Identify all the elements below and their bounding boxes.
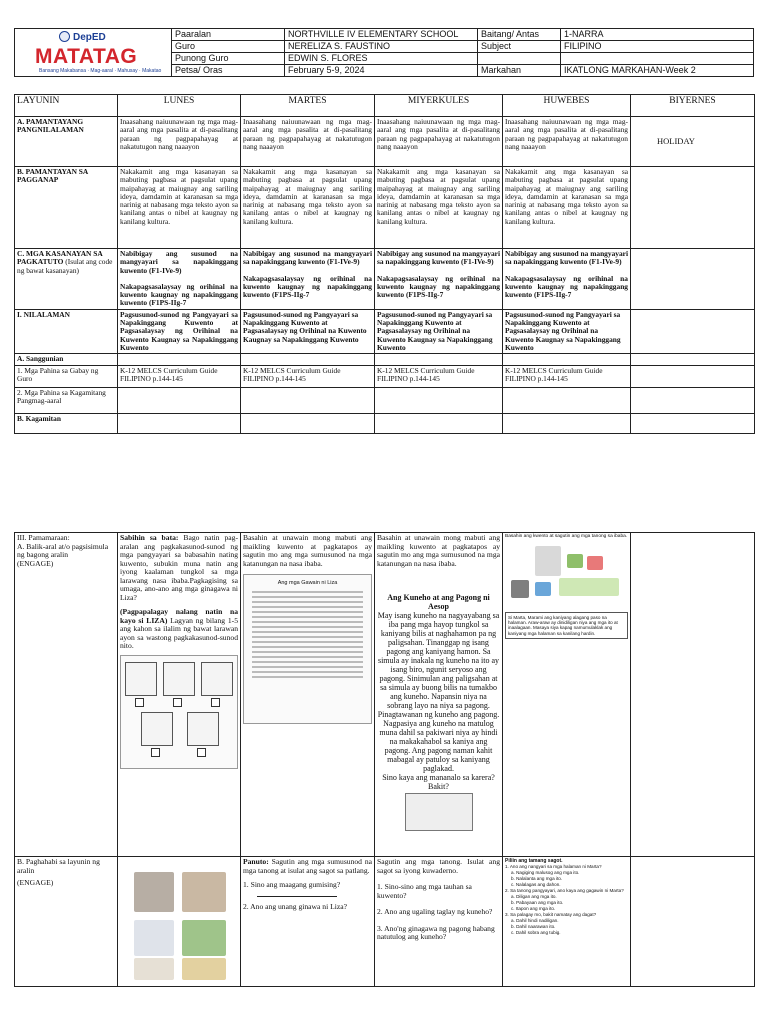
engage-label: (ENGAGE) bbox=[17, 558, 54, 568]
logo-tagline: Bansang Makabansa · Mag-aaral · Mahusay · Makatao bbox=[39, 68, 162, 74]
quiz-option[interactable]: a. Diligan ang mga ito. bbox=[511, 894, 557, 899]
empty-cell bbox=[118, 354, 241, 365]
header-value: February 5-9, 2024 bbox=[285, 65, 478, 77]
competency-2: Nakapagsasalaysay ng orihinal na kuwento kaugnay ng napakinggang kuwento (F1PS-IIg-7 bbox=[120, 281, 238, 308]
quiz-option[interactable]: a. Nagiging malusog ang mga ito. bbox=[511, 870, 580, 875]
header-label: Guro bbox=[172, 41, 285, 53]
quiz-option[interactable]: b. Dahil naarawan ito. bbox=[511, 924, 556, 929]
story-box bbox=[505, 612, 628, 640]
story-text: May isang kuneho na nagyayabang sa iba pang mga hayop tungkol sa kaniyang bilis at naghahamon pa ng paligsahan. Tinanggap ng isang pagong ang kaniyang hamon. Sa simula ay inakala ng kuneho na ito ay isang biro, ngunit seryoso ang pagong. Sinimulan ang paligsahan at sa simula ay buong bilis na tumakbo ang kuneho. Napansin niya na sobrang layo na niya sa pagong. Pinagtawanan ng kuneho ang pagong. Nagpasiya ang kuneho na matulog muna dahil sa pakiwari niya ay hindi na makakahabol sa kaniya ang pagong. Ang pagong naman kahit mabagal ay patuloy sa kaniyang paglakad. bbox=[377, 611, 500, 773]
competency-1: Nabibigay ang susunod na mangyayari sa napakinggang kuwento (F1-IVe-9) bbox=[505, 249, 628, 267]
question-2: 2. Ano ang unang ginawa ni Liza? bbox=[243, 901, 347, 911]
picture-1 bbox=[125, 662, 157, 696]
question-1: 1. Sino-sino ang mga tauhan sa kuwento? bbox=[377, 882, 472, 900]
pamamaraan-title: III. Pamamaraan: bbox=[17, 533, 70, 542]
logo-matatag: MATATAG bbox=[35, 45, 138, 68]
cell-tuesday-questions bbox=[241, 857, 375, 987]
header-label: Petsa/ Oras bbox=[172, 65, 285, 77]
quiz-option[interactable]: c. Dahil sobra ang tubig. bbox=[511, 930, 561, 935]
cell-text: Inaasahang naiuunawaan ng mga mag-aaral ang mga pasalita at di-pasalitang paraan ng pagpapahayag at nakatutugon nang naaayon bbox=[241, 117, 375, 167]
row-label-paghahabi bbox=[15, 857, 118, 987]
instruction-text: Bago natin pag-aralan ang pagkakasunod-sunod ng mga pangyayari sa babasahin nating kuwento, subukin muna natin ang iyong kaalaman tungkol sa mga larawang nasa ibaba.Pagkagising sa umaga, ano-ano ang mga ginagawa ni Liza? bbox=[120, 533, 238, 602]
holiday-cell: HOLIDAY bbox=[631, 117, 755, 167]
instruction-text: Sagutin ang mga tanong. Isulat ang sagot sa iyong kuwaderno. bbox=[377, 857, 500, 875]
empty-cell bbox=[631, 857, 755, 987]
logo-deped: DepED bbox=[73, 32, 106, 43]
empty-cell bbox=[631, 167, 755, 249]
cell-nilalaman: Pagsusunod-sunod ng Pangyayari sa Napakinggang Kuwento at Pagsasalaysay ng Orihinal na Kuwento Kaugnay sa Napakinggang Kuwento bbox=[241, 309, 375, 353]
instruction-lead: Sabihin sa bata: bbox=[120, 533, 179, 542]
empty-cell bbox=[503, 354, 631, 365]
girl-figure bbox=[535, 546, 561, 576]
row-label-kagamitang-pangmag-aaral: 2. Mga Pahina sa Kagamitang Pangmag-aaral bbox=[15, 387, 118, 413]
worksheet-title: Ang mga Gawain ni Liza bbox=[277, 580, 338, 586]
cell-reference: K-12 MELCS Curriculum Guide FILIPINO p.144-145 bbox=[118, 365, 241, 387]
header-label: Punong Guro bbox=[172, 53, 285, 65]
empty-cell bbox=[631, 309, 755, 353]
lesson-plan-table-objectives bbox=[14, 94, 755, 434]
flower-figure bbox=[587, 556, 603, 570]
row-label-kasanayan bbox=[15, 249, 118, 310]
header-value: EDWIN S. FLORES bbox=[285, 53, 478, 65]
header-value: NORTHVILLE IV ELEMENTARY SCHOOL bbox=[285, 29, 478, 41]
worksheet-caption: Basahin ang kwento at sagutin ang mga tanong sa ibaba. bbox=[505, 534, 628, 539]
quiz-option[interactable]: b. Nalalanta ang mga ito. bbox=[511, 876, 563, 881]
instruction-text: Basahin at unawain mong mabuti ang maikling kuwento at pagkatapos ay sagutin mo ang mga sumusunod na mga katanungan na nasa ibaba. bbox=[377, 533, 500, 568]
grass-figure bbox=[559, 578, 619, 596]
quiz-option[interactable]: b. Pabayaan ang mga ito. bbox=[511, 900, 564, 905]
row-label-gabay-ng-guro: 1. Mga Pahina sa Gabay ng Guro bbox=[15, 365, 118, 387]
kasanayan-sub: (Isulat ang code ng bawat kasanayan) bbox=[17, 257, 113, 275]
cell-reference: K-12 MELCS Curriculum Guide FILIPINO p.144-145 bbox=[241, 365, 375, 387]
instruction-text: Sagutin ang mga sumusunod na mga tanong at isulat ang sagot sa patlang. bbox=[243, 857, 372, 875]
empty-cell bbox=[503, 387, 631, 413]
header-label: Baitang/ Antas bbox=[478, 29, 561, 41]
header-value bbox=[561, 53, 754, 65]
row-label-pamantayang-pangnilalaman: A. PAMANTAYANG PANGNILALAMAN bbox=[15, 117, 118, 167]
cell-text: Nakakamit ang mga kasanayan sa mabuting pagbasa at pagsulat upang maipahayag at maiugnay ang sariling ideya, damdamin at karanasan sa mga narinig at nabasang mga teksto ayon sa kanilang antas o nibel at kaugnay ng kanilang kultura. bbox=[241, 167, 375, 249]
empty-cell bbox=[503, 413, 631, 433]
question-3: 3. Ano'ng ginagawa ng pagong habang natutulog ang kuneho? bbox=[377, 923, 495, 941]
empty-cell bbox=[241, 354, 375, 365]
cell-competency bbox=[241, 249, 375, 310]
liza-story-worksheet bbox=[243, 574, 372, 724]
deped-seal-icon bbox=[59, 31, 70, 42]
cell-text: Inaasahang naiuunawaan ng mga mag-aaral ang mga pasalita at di-pasalitang paraan ng pagpapahayag at nakatutugon nang naaayon bbox=[375, 117, 503, 167]
cell-competency bbox=[503, 249, 631, 310]
question-2: 2. Ano ang ugaling taglay ng kuneho? bbox=[377, 907, 493, 916]
quiz-question: 3. Sa palagay mo, bakit namatay ang dagat? bbox=[505, 912, 597, 917]
empty-cell bbox=[631, 387, 755, 413]
paghahabi-label: B. Paghahabi sa layunin ng aralin bbox=[17, 857, 100, 875]
photo-cartoon-b bbox=[182, 920, 226, 956]
cell-competency bbox=[375, 249, 503, 310]
photo-cartoon-a bbox=[134, 920, 174, 956]
header-label: Paaralan bbox=[172, 29, 285, 41]
empty-cell bbox=[375, 387, 503, 413]
number-box[interactable] bbox=[135, 698, 144, 707]
question-1: 1. Sino ang maagang gumising? bbox=[243, 880, 341, 889]
photo-cartoon-d bbox=[182, 958, 226, 980]
cell-reference: K-12 MELCS Curriculum Guide FILIPINO p.144-145 bbox=[503, 365, 631, 387]
engage-label: (ENGAGE) bbox=[17, 878, 54, 887]
header-value: FILIPINO bbox=[561, 41, 754, 53]
watering-can-figure bbox=[535, 582, 551, 596]
cell-nilalaman: Pagsusunod-sunod ng Pangyayari sa Napakinggang Kuwento at Pagsasalaysay ng Orihinal na Kuwento Kaugnay sa Napakinggang Kuwento bbox=[118, 309, 241, 353]
photo-cartoon-c bbox=[134, 958, 174, 980]
instruction-text: Lagyan ng bilang 1-5 ang kahon sa ilalim ng bawat larawan ayon sa wastong pagkakasunod-sunod nito. bbox=[120, 615, 239, 650]
empty-cell bbox=[375, 413, 503, 433]
cell-text: Inaasahang naiuunawaan ng mga mag-aaral ang mga pasalita at di-pasalitang paraan ng pagpapahayag at nakatutugon nang naaayon bbox=[118, 117, 241, 167]
number-box[interactable] bbox=[197, 748, 206, 757]
picture-4 bbox=[141, 712, 173, 746]
number-box[interactable] bbox=[173, 698, 182, 707]
competency-2: Nakapagsasalaysay ng orihinal na kuwento kaugnay ng napakinggang kuwento (F1PS-IIg-7 bbox=[505, 273, 628, 300]
cell-tuesday-engage bbox=[241, 533, 375, 857]
instruction-emphasis: (Pagpapalagay nalang natin na kayo si LIZA) bbox=[120, 607, 238, 625]
sequence-pictures-worksheet bbox=[120, 655, 238, 769]
col-header-layunin: LAYUNIN bbox=[15, 95, 118, 117]
empty-cell bbox=[631, 354, 755, 365]
quiz-option[interactable]: a. Dahil hindi nadiligan. bbox=[511, 918, 559, 923]
col-header-biyernes: BIYERNES bbox=[631, 95, 755, 117]
number-box[interactable] bbox=[151, 748, 160, 757]
plant-figure bbox=[567, 554, 583, 568]
col-header-lunes: LUNES bbox=[118, 95, 241, 117]
header-label bbox=[478, 53, 561, 65]
cell-monday-pictures bbox=[118, 857, 241, 987]
picture-3 bbox=[201, 662, 233, 696]
competency-2: Nakapagsasalaysay ng orihinal na kuwento kaugnay ng napakinggang kuwento (F1PS-IIg-7 bbox=[243, 273, 372, 300]
picture-grid bbox=[120, 858, 238, 982]
balik-aral-label: A. Balik-aral at/o pagsisimula ng bagong aralin bbox=[17, 541, 109, 559]
col-header-huwebes: HUWEBES bbox=[503, 95, 631, 117]
empty-cell bbox=[631, 533, 755, 857]
cell-thursday-engage bbox=[503, 533, 631, 857]
cell-competency bbox=[118, 249, 241, 310]
row-label-pamantayan-sa-pagganap: B. PAMANTAYAN SA PAGGANAP bbox=[15, 167, 118, 249]
answer-blank[interactable] bbox=[257, 890, 337, 897]
header-value: 1-NARRA bbox=[561, 29, 754, 41]
cell-wednesday-engage bbox=[375, 533, 503, 857]
cell-text: Nakakamit ang mga kasanayan sa mabuting pagbasa at pagsulat upang maipahayag at maiugnay ang sariling ideya, damdamin at karanasan sa mga narinig at nabasang mga teksto ayon sa kanilang antas o nibel at kaugnay ng kanilang kultura. bbox=[375, 167, 503, 249]
empty-cell bbox=[118, 413, 241, 433]
cell-reference: K-12 MELCS Curriculum Guide FILIPINO p.144-145 bbox=[375, 365, 503, 387]
cell-nilalaman: Pagsusunod-sunod ng Pangyayari sa Napakinggang Kuwento at Pagsasalaysay ng Orihinal na Kuwento Kaugnay sa Napakinggang Kuwento bbox=[375, 309, 503, 353]
competency-1: Nabibigay ang susunod na mangyayari sa napakinggang kuwento (F1-IVe-9) bbox=[377, 249, 500, 267]
row-label-nilalaman: I. NILALAMAN bbox=[15, 309, 118, 353]
empty-cell bbox=[631, 365, 755, 387]
quiz-option[interactable]: c. Itapon ang mga ito. bbox=[511, 906, 556, 911]
competency-1: Nabibigay ang susunod na mangyayari sa napakinggang kuwento (F1-IVe-9) bbox=[243, 249, 372, 267]
col-header-miyerkules: MIYERKULES bbox=[375, 95, 503, 117]
competency-2: Nakapagsasalaysay ng orihinal na kuwento kaugnay ng napakinggang kuwento (F1PS-IIg-7 bbox=[377, 273, 500, 300]
kasanayan-title: C. MGA KASANAYAN SA PAGKATUTO bbox=[17, 249, 103, 267]
instruction-lead: Panuto: bbox=[243, 857, 269, 866]
number-box[interactable] bbox=[211, 698, 220, 707]
col-header-martes: MARTES bbox=[241, 95, 375, 117]
cell-text: Nakakamit ang mga kasanayan sa mabuting pagbasa at pagsulat upang maipahayag at maiugnay ang sariling ideya, damdamin at karanasan sa mga narinig at nabasang mga teksto ayon sa kanilang antas o nibel at kaugnay ng kanilang kultura. bbox=[118, 167, 241, 249]
quiz-question: 1. Ano ang nangyari sa mga halaman ni Marta? bbox=[505, 864, 602, 869]
story-question: Sino kaya ang mananalo sa karera? Bakit? bbox=[382, 773, 495, 791]
quiz-question: 2. Sa tanong pangyayari, ano kaya ang gagawin ni Marta? bbox=[505, 888, 624, 893]
header-value: IKATLONG MARKAHAN-Week 2 bbox=[561, 65, 754, 77]
quiz-option[interactable]: c. Nalalagas ang dahon. bbox=[511, 882, 561, 887]
header-value: NERELIZA S. FAUSTINO bbox=[285, 41, 478, 53]
header-label: Subject bbox=[478, 41, 561, 53]
cell-thursday-quiz bbox=[503, 857, 631, 987]
row-label-balik-aral bbox=[15, 533, 118, 857]
photo-child bbox=[182, 872, 226, 912]
cell-text: Nakakamit ang mga kasanayan sa mabuting pagbasa at pagsulat upang maipahayag at maiugnay ang sariling ideya, damdamin at karanasan sa mga narinig at nabasang mga teksto ayon sa kanilang antas o nibel at kaugnay ng kanilang kultura. bbox=[503, 167, 631, 249]
instruction-text: Basahin at unawain mong mabuti ang maikling kuwento at pagkatapos ay sagutin mo ang mga sumusunod na mga katanungan na nasa ibaba. bbox=[243, 533, 372, 568]
competency-1: Nabibigay ang susunod na mangyayari sa napakinggang kuwento (F1-IVe-9) bbox=[120, 249, 238, 275]
race-illustration bbox=[405, 793, 473, 831]
cell-monday-engage bbox=[118, 533, 241, 857]
row-label-kagamitan: B. Kagamitan bbox=[15, 413, 118, 433]
empty-cell bbox=[118, 387, 241, 413]
empty-cell bbox=[631, 249, 755, 310]
cell-text: Inaasahang naiuunawaan ng mga mag-aaral ang mga pasalita at di-pasalitang paraan ng pagpapahayag at nakatutugon nang naaayon bbox=[503, 117, 631, 167]
cat-figure bbox=[511, 580, 529, 598]
garden-illustration bbox=[505, 540, 628, 608]
cell-nilalaman: Pagsusunod-sunod ng Pangyayari sa Napakinggang Kuwento at Pagsasalaysay ng Orihinal na Kuwento Kaugnay sa Napakinggang Kuwento bbox=[503, 309, 631, 353]
empty-cell bbox=[375, 354, 503, 365]
story-title: Ang Kuneho at ang Pagong ni Aesop bbox=[387, 593, 490, 611]
header-table bbox=[14, 28, 754, 77]
empty-cell bbox=[241, 413, 375, 433]
header-label: Markahan bbox=[478, 65, 561, 77]
logo-cell bbox=[15, 29, 172, 77]
picture-5 bbox=[187, 712, 219, 746]
empty-cell bbox=[241, 387, 375, 413]
picture-2 bbox=[163, 662, 195, 696]
empty-cell bbox=[631, 413, 755, 433]
lesson-plan-table-procedure bbox=[14, 532, 755, 987]
cell-wednesday-questions bbox=[375, 857, 503, 987]
quiz-title: Piliin ang tamang sagot. bbox=[505, 858, 563, 864]
photo-dog bbox=[134, 872, 174, 912]
row-label-sanggunian: A. Sanggunian bbox=[15, 354, 118, 365]
story-text: Si Marta, Marami ang kaniyang alagang paso na halaman. Araw-araw ay dinidiligan niya ang mga ito at inaalagaan. Masaya siya kapag namumulaklak ang kaniyang mga halaman sa kanilang hardin. bbox=[508, 614, 618, 636]
